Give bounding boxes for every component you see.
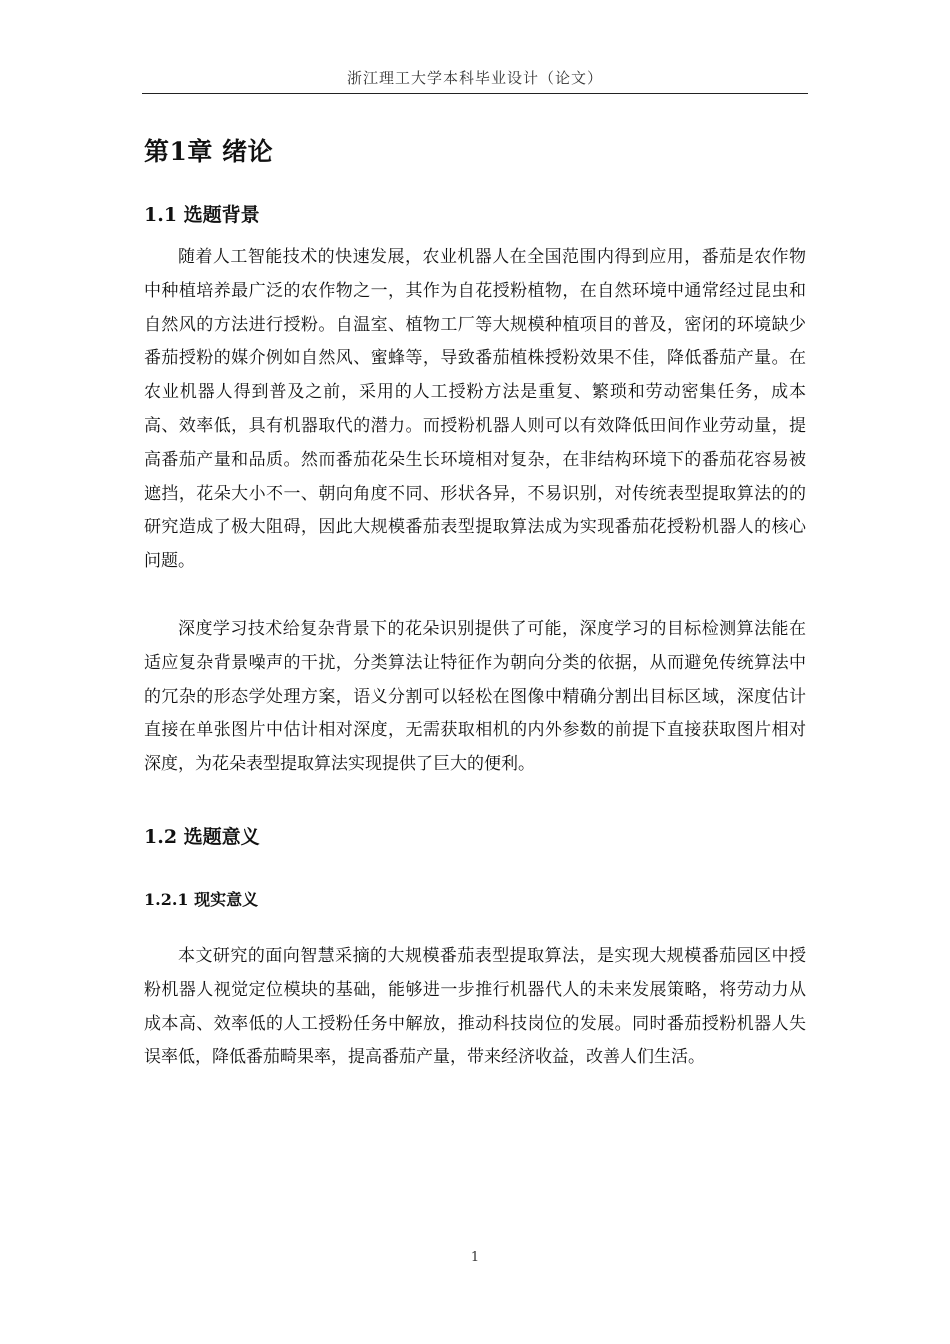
section-title-background: 1.1 选题背景 <box>144 204 260 226</box>
page-header: 浙江理工大学本科毕业设计（论文） <box>142 66 808 94</box>
paragraph-practical: 本文研究的面向智慧采摘的大规模番茄表型提取算法，是实现大规模番茄园区中授粉机器人视觉定位模块的基础，能够进一步推行机器代人的未来发展策略，将劳动力从成本高、效率低的人工授粉任务中解放，推动科技岗位的发展。同时番茄授粉机器人失误率低，降低番茄畸果率，提高番茄产量，带来经济收益，改善人们生活。 <box>144 946 806 1068</box>
chapter-title: 第1章 绪论 <box>144 137 274 166</box>
section-title-significance: 1.2 选题意义 <box>144 826 260 848</box>
paragraph-background-2: 深度学习技术给复杂背景下的花朵识别提供了可能，深度学习的目标检测算法能在适应复杂背景噪声的干扰，分类算法让特征作为朝向分类的依据，从而避免传统算法中的冗杂的形态学处理方案，语义分割可以轻松在图像中精确分割出目标区域，深度估计直接在单张图片中估计相对深度，无需获取相机的内外参数的前提下直接获取图片相对深度，为花朵表型提取算法实现提供了巨大的便利。 <box>144 619 806 775</box>
page-number: 1 <box>470 1250 480 1265</box>
paragraph-background-1: 随着人工智能技术的快速发展，农业机器人在全国范围内得到应用，番茄是农作物中种植培养最广泛的农作物之一，其作为自花授粉植物，在自然环境中通常经过昆虫和自然风的方法进行授粉。自温室、植物工厂等大规模种植项目的普及，密闭的环境缺少番茄授粉的媒介例如自然风、蜜蜂等，导致番茄植株授粉效果不佳，降低番茄产量。在农业机器人得到普及之前，采用的人工授粉方法是重复、繁琐和劳动密集任务，成本高、效率低，具有机器取代的潜力。而授粉机器人则可以有效降低田间作业劳动量，提高番茄产量和品质。然而番茄花朵生长环境相对复杂，在非结构环境下的番茄花容易被遮挡，花朵大小不一、朝向角度不同、形状各异，不易识别，对传统表型提取算法的的研究造成了极大阻碍，因此大规模番茄表型提取算法成为实现番茄花授粉机器人的核心问题。 <box>144 247 806 572</box>
subsection-title-practical: 1.2.1 现实意义 <box>144 890 259 909</box>
